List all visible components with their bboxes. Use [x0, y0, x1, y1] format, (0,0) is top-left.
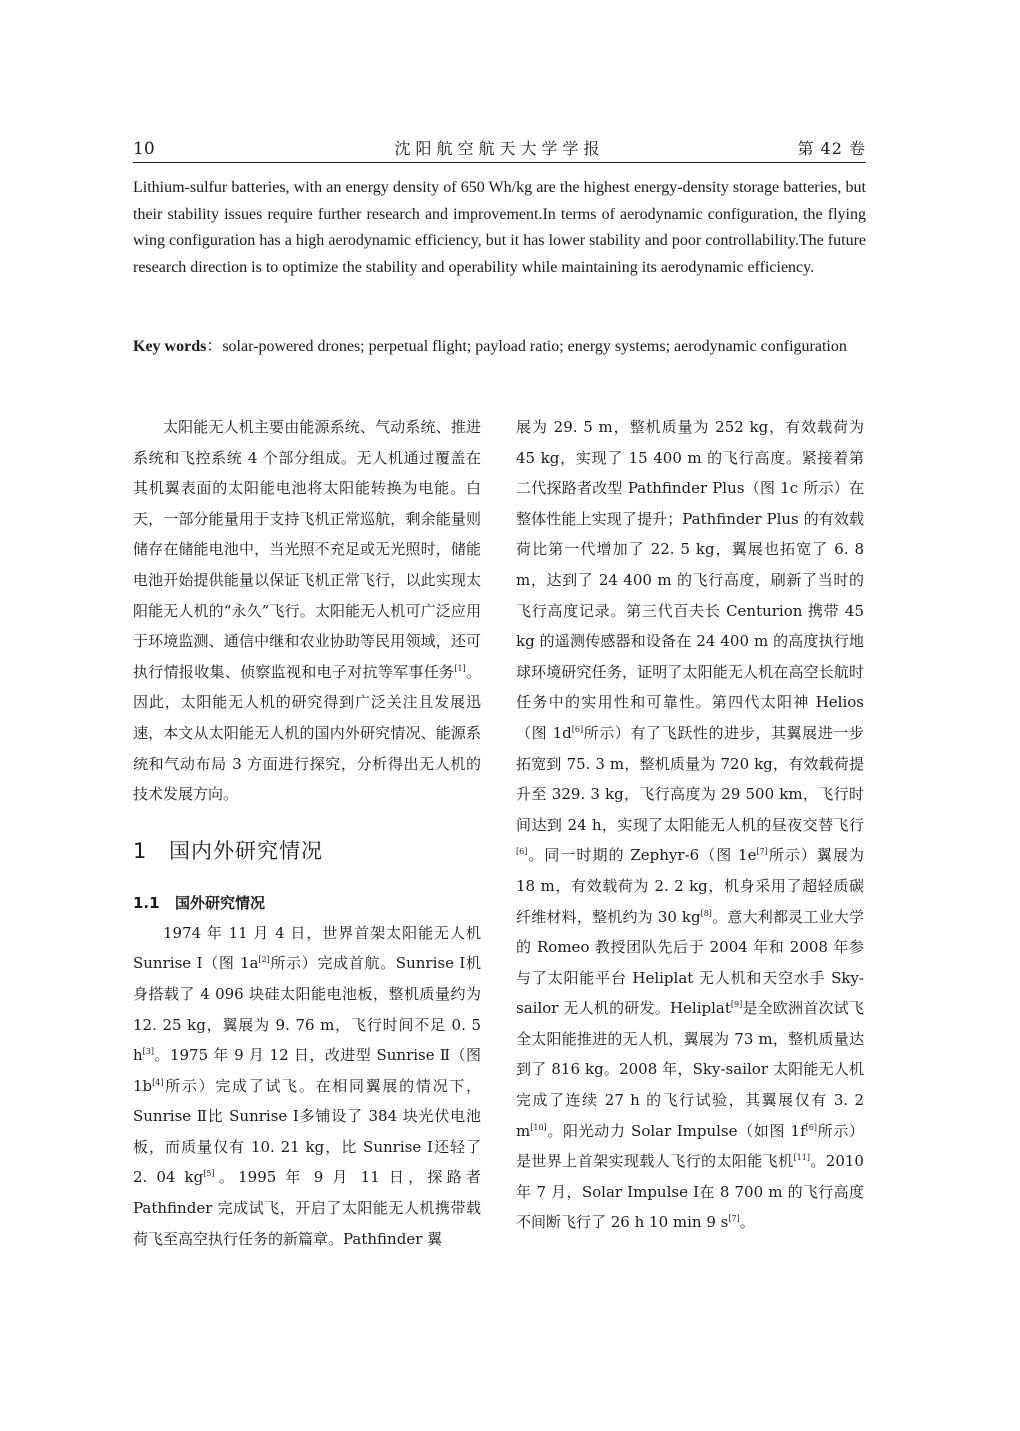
citation: [8] — [700, 908, 712, 918]
body-paragraph-continued — [516, 412, 864, 1238]
left-column — [133, 412, 481, 1254]
citation: [6] — [805, 1122, 817, 1132]
running-header — [133, 136, 866, 163]
section-heading-1 — [133, 836, 481, 866]
journal-title: 沈阳航空航天大学学报 — [394, 139, 605, 158]
keywords-label: Key words — [133, 338, 207, 355]
intro-text-1: 太阳能无人机主要由能源系统、气动系统、推进系统和飞控系统 4 个部分组成。无人机通过覆盖在其机翼表面的太阳能电池将太阳能转换为电能。白天，一部分能量用于支持飞机正常巡航，剩余能量则储存在储能电池中，当光照不充足或无光照时，储能电池开始提供能量以保证飞机正常飞行，以此实现太阳能无人机的“永久”飞行。太阳能无人机可广泛应用于环境监测、通信中继和农业协助等民用领域，还可执行情报收集、侦察监视和电子对抗等军事任务 — [133, 418, 481, 681]
body-text: 所示）完成首航。Sunrise Ⅰ机身搭载了 4 096 块硅太阳能电池板，整机质量约为 12. 25 kg，翼展为 9. 76 m，飞行时间不足 0. 5 h — [133, 954, 481, 1065]
citation: [2] — [258, 955, 270, 965]
subsection-title: 国外研究情况 — [175, 893, 266, 912]
citation: [4] — [152, 1077, 164, 1087]
intro-text-2: 。因此，太阳能无人机的研究得到广泛关注且发展迅速，本文从太阳能无人机的国内外研究情况、能源系统和气动布局 3 方面进行探究，分析得出无人机的技术发展方向。 — [133, 662, 481, 804]
citation: [6] — [516, 847, 528, 857]
right-column — [516, 412, 864, 1238]
citation: [3] — [142, 1047, 155, 1057]
body-text: 。意大利都灵工业大学的 Romeo 教授团队先后于 2004 年和 2008 年参与了太阳能平台 Heliplat 无人机和天空水手 Sky-sailor 无人机的研发。Heliplat — [516, 907, 864, 1018]
body-text: 。 — [739, 1213, 755, 1232]
citation: [1] — [454, 663, 466, 673]
keywords — [133, 334, 866, 361]
citation: [7] — [756, 847, 768, 857]
citation: [5] — [203, 1169, 215, 1179]
page-number: 10 — [133, 139, 155, 159]
body-text: 是全欧洲首次试飞全太阳能推进的无人机，翼展为 73 m，整机质量达到了 816 kg。2008 年，Sky-sailor 太阳能无人机完成了连续 27 h 的飞行试验，其翼展仅有 3. 2 m — [516, 999, 864, 1140]
citation: [11] — [793, 1153, 810, 1163]
body-text: 。1975 年 9 月 12 日，改进型 Sunrise Ⅱ（图 1b — [133, 1046, 481, 1095]
section-title: 国内外研究情况 — [169, 838, 323, 863]
body-text: 所示）完成了试飞。在相同翼展的情况下，Sunrise Ⅱ比 Sunrise Ⅰ多铺设了 384 块光伏电池板，而质量仅有 10. 21 kg，比 Sunrise Ⅰ还轻了 2. 04 kg — [133, 1076, 481, 1187]
subsection-heading-1-1 — [133, 888, 481, 918]
citation: [10] — [530, 1122, 547, 1132]
body-text: 。1995 年 9 月 11 日，探路者 Pathfinder 完成试飞，开启了太阳能无人机携带载荷飞至高空执行任务的新篇章。Pathfinder 翼 — [133, 1168, 481, 1248]
section-number: 1 — [133, 838, 148, 863]
body-text: 所示）是世界上首架实现载人飞行的太阳能飞机 — [516, 1121, 864, 1171]
keywords-text: ：solar-powered drones; perpetual flight; payload ratio; energy systems; aerodynamic configuration — [206, 338, 847, 355]
citation: [7] — [728, 1214, 740, 1224]
citation: [6] — [571, 724, 584, 734]
body-paragraph — [133, 918, 481, 1255]
citation: [9] — [730, 1000, 743, 1010]
body-text: 所示）翼展为 18 m，有效载荷为 2. 2 kg，机身采用了超轻质碳纤维材料，整机约为 30 kg — [516, 846, 864, 926]
intro-paragraph — [133, 412, 481, 810]
body-text: 。同一时期的 Zephyr-6（图 1e — [527, 846, 757, 865]
body-text: 。阳光动力 Solar Impulse（如图 1f — [546, 1121, 806, 1140]
body-text: 1974 年 11 月 4 日，世界首架太阳能无人机 Sunrise Ⅰ（图 1a — [133, 923, 481, 973]
body-text: 。2010 年 7 月，Solar Impulse Ⅰ在 8 700 m 的飞行高度不间断飞行了 26 h 10 min 9 s — [516, 1152, 864, 1232]
subsection-number: 1.1 — [133, 893, 160, 912]
volume-label: 第 42 卷 — [797, 139, 866, 158]
body-text: 展为 29. 5 m，整机质量为 252 kg，有效载荷为 45 kg，实现了 15 400 m 的飞行高度。紧接着第二代探路者改型 Pathfinder Plus（图 1c 所示）在整体性能上实现了提升；Pathfinder Plus 的有效载荷比第一代增加了 22. 5 kg，翼展也拓宽了 6. 8 m，达到了 24 400 m 的飞行高度，刷新了当时的飞行高度记录。第三代百夫长 Centurion 携带 45 kg 的遥测传感器和设备在 24 400 m 的高度执行地球环境研究任务，证明了太阳能无人机在高空长航时任务中的实用性和可靠性。第四代太阳神 Helios（图 1d — [516, 418, 864, 742]
abstract-text: Lithium-sulfur batteries, with an energy density of 650 Wh/kg are the highest energy-density storage batteries, but their stability issues require further research and improvement.In terms of aerodynamic configuration, the flying wing configuration has a high aerodynamic efficiency, but it has lower stability and poor controllability.The future research direction is to optimize the stability and operability while maintaining its aerodynamic efficiency. — [133, 179, 866, 276]
body-text: 所示）有了飞跃性的进步，其翼展进一步拓宽到 75. 3 m，整机质量为 720 kg，有效载荷提升至 329. 3 kg，飞行高度为 29 500 km，飞行时间达到 24 h，实现了太阳能无人机的昼夜交替飞行 — [516, 723, 864, 834]
